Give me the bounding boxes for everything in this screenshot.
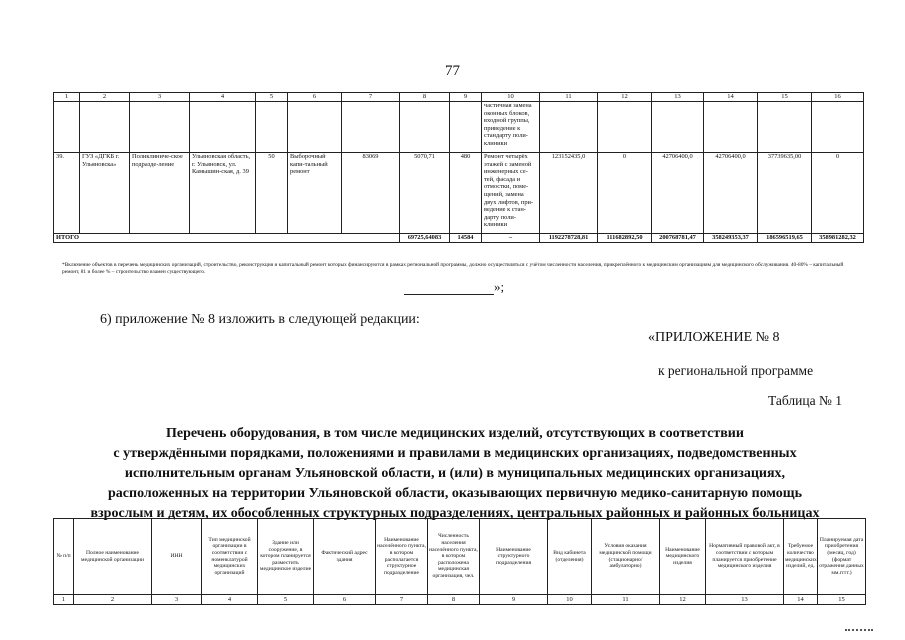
- column-number-15: 15: [758, 93, 812, 102]
- column-header-1: № п/п: [54, 519, 74, 595]
- work-description: Ремонт четырёх этажей с заменой инженерных се-тей, фасада и отмостки, поме-щений, замена двух лифтов, при-ведение к стан-дарту поли-клиники: [482, 153, 540, 234]
- column-header-14: Требуемое количество медицинских изделий, ед.: [784, 519, 818, 595]
- footnote: *Включение объектов в перечень медицинских организаций, строительство, реконструкция и капитальный ремонт которых финансируются в рамках региональной программы, должно осуществляться с учётом численности населения, прикреплённого к медицинским организациям для медицинского обслуживания. 40-80% – капитальный ремонт, 81 и более % – строительство взамен существующего.: [62, 262, 844, 275]
- organization-name: ГУЗ «ДГКБ г. Ульяновска»: [80, 153, 130, 234]
- annex-title: «ПРИЛОЖЕНИЕ № 8: [648, 330, 780, 345]
- continuation-text: частичная замена оконных блоков, входной группы, приведение к стандарту поли-клиники: [482, 102, 540, 153]
- total-15: 186596519,65: [758, 234, 812, 243]
- column-number-5: 5: [258, 595, 314, 605]
- cell-9: 480: [450, 153, 482, 234]
- column-number-13: 13: [652, 93, 704, 102]
- division-name: Поликлиниче-ское подразде-ление: [130, 153, 190, 234]
- capital-repair-table: [53, 92, 864, 243]
- heading-line: расположенных на территории Ульяновской области, оказывающих первичную медико-санитарную помощь: [108, 486, 802, 501]
- column-number-1: 1: [54, 595, 74, 605]
- closing-mark: [404, 279, 504, 295]
- page-number: 77: [445, 63, 460, 79]
- column-number-13: 13: [706, 595, 784, 605]
- column-header-15: Планируемая дата приобретения (месяц, год) (формат отражения данных мм.гггг.): [818, 519, 866, 595]
- cell-8: 5070,71: [400, 153, 450, 234]
- total-13: 200768781,47: [652, 234, 704, 243]
- header-row: [54, 519, 866, 595]
- column-number-12: 12: [660, 595, 706, 605]
- item-6: 6) приложение № 8 изложить в следующей редакции:: [100, 312, 420, 327]
- continuation-row: [54, 102, 864, 153]
- annex-subtitle: к региональной программе: [658, 363, 814, 378]
- cell-12: 0: [598, 153, 652, 234]
- cell-7: 83069: [342, 153, 400, 234]
- column-number-10: 10: [548, 595, 592, 605]
- heading-line: исполнительным органам Ульяновской области, и (или) в муниципальных медицинских организациях,: [124, 466, 786, 481]
- column-number-10: 10: [482, 93, 540, 102]
- column-numbers-row: [54, 93, 864, 102]
- cell-16: 0: [812, 153, 864, 234]
- total-row: [54, 234, 864, 243]
- column-number-6: 6: [288, 93, 342, 102]
- column-header-9: Наименование структурного подразделения: [480, 519, 548, 595]
- work-type: Выборочный капи-тальный ремонт: [288, 153, 342, 234]
- column-header-3: ИНН: [152, 519, 202, 595]
- column-header-11: Условия оказания медицинской помощи (стационарно/амбулаторно): [592, 519, 660, 595]
- total-8: 69725,64083: [400, 234, 450, 243]
- heading-line: взрослым и детям, их обособленных структурных подразделениях, центральных районных и районных больницах: [90, 506, 820, 521]
- column-number-7: 7: [342, 93, 400, 102]
- column-header-6: Фактический адрес здания: [314, 519, 376, 595]
- total-11: 1192278728,81: [540, 234, 598, 243]
- column-header-13: Нормативный правовой акт, в соответствии с которым планируется приобретение медицинского изделия: [706, 519, 784, 595]
- heading-line: Перечень оборудования, в том числе медицинских изделий, отсутствующих в соответствии: [166, 426, 744, 441]
- column-number-8: 8: [428, 595, 480, 605]
- cell-13: 42706400,0: [652, 153, 704, 234]
- column-number-2: 2: [80, 93, 130, 102]
- column-header-4: Тип медицинской организации в соответствии с номенклатурой медицинских организаций: [202, 519, 258, 595]
- equipment-table: [53, 518, 866, 605]
- row-number: 39.: [54, 153, 80, 234]
- column-number-4: 4: [190, 93, 256, 102]
- column-number-15: 15: [818, 595, 866, 605]
- column-header-5: Здание или сооружение, в котором планируется разместить медицинское изделие: [258, 519, 314, 595]
- column-number-11: 11: [592, 595, 660, 605]
- cell-5: 50: [256, 153, 288, 234]
- column-number-4: 4: [202, 595, 258, 605]
- column-number-14: 14: [704, 93, 758, 102]
- column-header-10: Вид кабинета (отделения): [548, 519, 592, 595]
- document-heading: [60, 424, 850, 524]
- heading-line: с утверждёнными порядками, положениями и правилами в медицинских организациях, подведомственных: [113, 446, 797, 461]
- total-12: 111682892,50: [598, 234, 652, 243]
- column-number-1: 1: [54, 93, 80, 102]
- column-header-8: Численность населения населённого пункта, в котором расположена медицинская организация, чел.: [428, 519, 480, 595]
- address: Ульяновская область, г. Ульяновск, ул. Камышин-ская, д. 39: [190, 153, 256, 234]
- column-number-14: 14: [784, 595, 818, 605]
- total-9: 14584: [450, 234, 482, 243]
- column-numbers-row: [54, 595, 866, 605]
- column-number-2: 2: [74, 595, 152, 605]
- closing-line: [404, 284, 494, 295]
- column-header-2: Полное наименование медицинской организации: [74, 519, 152, 595]
- column-header-12: Наименование медицинского изделия: [660, 519, 706, 595]
- column-number-12: 12: [598, 93, 652, 102]
- closing-quote: »;: [494, 279, 505, 294]
- dotted-mark: [845, 629, 873, 631]
- table-row: [54, 153, 864, 234]
- column-number-9: 9: [450, 93, 482, 102]
- column-number-3: 3: [152, 595, 202, 605]
- column-number-8: 8: [400, 93, 450, 102]
- total-label: ИТОГО: [54, 234, 400, 243]
- column-header-7: Наименование населённого пункта, в котором располагается структурное подразделение: [376, 519, 428, 595]
- total-14: 358249353,37: [704, 234, 758, 243]
- column-number-11: 11: [540, 93, 598, 102]
- cell-14: 42706400,0: [704, 153, 758, 234]
- column-number-16: 16: [812, 93, 864, 102]
- column-number-3: 3: [130, 93, 190, 102]
- column-number-9: 9: [480, 595, 548, 605]
- total-16: 358981282,32: [812, 234, 864, 243]
- column-number-7: 7: [376, 595, 428, 605]
- column-number-6: 6: [314, 595, 376, 605]
- cell-15: 37739635,00: [758, 153, 812, 234]
- cell-11: 123152435,0: [540, 153, 598, 234]
- column-number-5: 5: [256, 93, 288, 102]
- table-label: Таблица № 1: [768, 393, 842, 408]
- total-10: –: [482, 234, 540, 243]
